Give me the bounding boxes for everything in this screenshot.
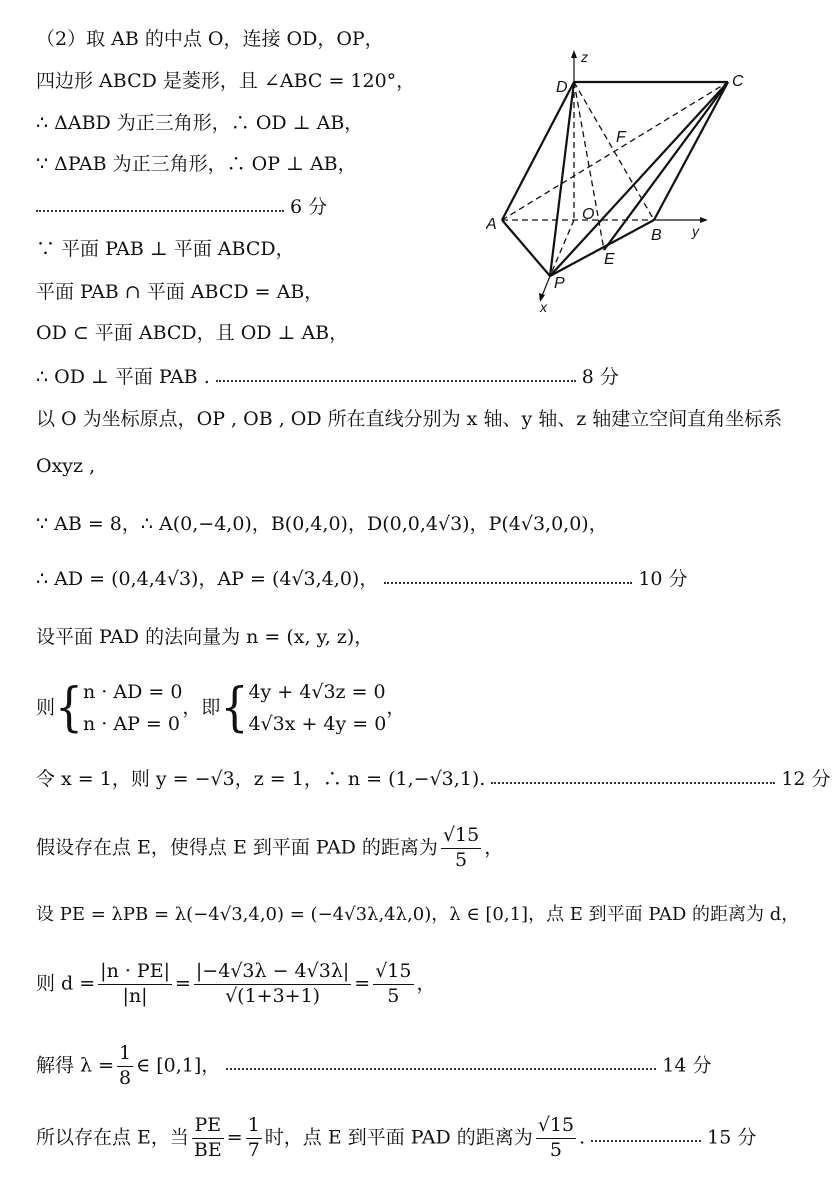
frac-den2: √(1+3+1) — [225, 984, 321, 1007]
label-F: F — [616, 129, 626, 146]
line-17 — [36, 824, 503, 873]
label-P: P — [554, 275, 565, 292]
line-19-end: ， — [416, 972, 436, 995]
frac-7: 7 — [247, 1138, 260, 1161]
sys-a1: n · AD = 0 — [83, 681, 183, 703]
frac-PE: PE — [192, 1114, 224, 1139]
eq-sign: = — [226, 1126, 243, 1149]
label-y: y — [692, 223, 699, 239]
line-17-end: ， — [484, 836, 504, 859]
line-16-text: 令 x = 1，则 y = −√3，z = 1，∴ n = (1,−√3,1). — [36, 768, 486, 790]
score-6: 6 分 — [290, 196, 328, 218]
line-21-pre: 所以存在点 E，当 — [36, 1126, 189, 1149]
line-20 — [36, 1042, 712, 1091]
line-15-end: ， — [386, 696, 406, 719]
line-4: ∵ ΔPAB 为正三角形，∴ OP ⊥ AB， — [36, 153, 357, 175]
frac-BE: BE — [193, 1138, 222, 1161]
label-z: z — [581, 49, 588, 65]
sys-b1: 4y + 4√3z = 0 — [248, 681, 386, 703]
frac-sqrt15-b: √15 — [373, 960, 413, 985]
line-7: 平面 PAB ∩ 平面 ABCD = AB， — [36, 281, 324, 303]
frac-1: 1 — [117, 1042, 133, 1067]
line-19-pre: 则 d = — [36, 972, 96, 995]
frac-sqrt15: √15 — [441, 824, 481, 849]
line-1: （2）取 AB 的中点 O，连接 OD，OP， — [36, 28, 384, 50]
geometry-figure — [486, 44, 756, 314]
label-x: x — [540, 299, 547, 314]
sys-b2: 4√3x + 4y = 0 — [248, 713, 387, 736]
line-21-mid: 时，点 E 到平面 PAD 的距离为 — [264, 1126, 533, 1149]
line-17-pre: 假设存在点 E，使得点 E 到平面 PAD 的距离为 — [36, 836, 438, 859]
line-19: 则 d = $\frac{|n \cdot PE|}{|n|}$ = $\frac{|-4√3\lambda - 4√3\lambda|}{√(1+3+1)}$ = $\frac{√15}{5}$ ， — [36, 960, 436, 1007]
line-15-mid: ，即 — [182, 696, 221, 719]
label-C: C — [732, 73, 744, 90]
frac-5: 5 — [455, 848, 468, 871]
line-6: ∵ 平面 PAB ⊥ 平面 ABCD， — [36, 238, 295, 260]
line-18: 设 PE = λPB = λ(−4√3,4,0) = (−4√3λ,4λ,0)，λ ∈ [0,1]，点 E 到平面 PAD 的距离为 d， — [36, 904, 800, 925]
line-10: 以 O 为坐标原点，OP , OB , OD 所在直线分别为 x 轴、y 轴、z 轴建立空间直角坐标系 — [36, 408, 783, 430]
frac-5-b: 5 — [387, 984, 400, 1007]
label-O: O — [582, 206, 595, 223]
label-D: D — [556, 79, 568, 96]
line-13-text: ∴ AD = (0,4,4√3)，AP = (4√3,4,0)， — [36, 568, 379, 590]
frac-sqrt15-c: √15 — [536, 1114, 576, 1139]
frac-num2: |−4√3λ − 4√3λ| — [194, 960, 351, 985]
line-21 — [36, 1114, 756, 1163]
frac-1b: 1 — [246, 1114, 262, 1139]
line-15-pre: 则 — [36, 696, 56, 719]
label-E: E — [604, 251, 615, 268]
score-12: 12 分 — [781, 768, 831, 790]
line-12: ∵ AB = 8，∴ A(0,−4,0)，B(0,4,0)，D(0,0,4√3)，P(4√3,0,0)， — [36, 513, 608, 535]
score-10: 10 分 — [638, 568, 688, 590]
line-9 — [36, 366, 619, 389]
line-8: OD ⊂ 平面 ABCD，且 OD ⊥ AB， — [36, 322, 349, 344]
frac-8: 8 — [119, 1066, 132, 1089]
line-3: ∴ ΔABD 为正三角形，∴ OD ⊥ AB， — [36, 112, 364, 134]
score-14: 14 分 — [662, 1054, 712, 1077]
line-20-pre: 解得 λ = — [36, 1054, 115, 1077]
line-21-end: . — [579, 1126, 586, 1149]
line-5 — [36, 196, 327, 219]
line-11: Oxyz , — [36, 455, 96, 477]
line-2: 四边形 ABCD 是菱形，且 ∠ABC = 120°， — [36, 70, 416, 92]
line-14: 设平面 PAD 的法向量为 n = (x, y, z)， — [36, 626, 374, 648]
label-B: B — [651, 227, 662, 244]
line-9-text: ∴ OD ⊥ 平面 PAB . — [36, 366, 210, 388]
frac-5-c: 5 — [549, 1138, 562, 1161]
line-20-post: ∈ [0,1]， — [136, 1054, 221, 1077]
line-13 — [36, 568, 688, 591]
score-8: 8 分 — [581, 366, 619, 388]
sys-a2: n · AP = 0 — [83, 713, 180, 736]
label-A: A — [486, 216, 497, 233]
frac-den1: |n| — [122, 984, 148, 1007]
line-16 — [36, 768, 831, 791]
frac-num1: |n · PE| — [98, 960, 172, 985]
line-15: 则{n · AD = 0 n · AP = 0，即{4y + 4√3z = 0 4√3x + 4y = 0， — [36, 677, 406, 739]
score-15: 15 分 — [707, 1126, 757, 1149]
